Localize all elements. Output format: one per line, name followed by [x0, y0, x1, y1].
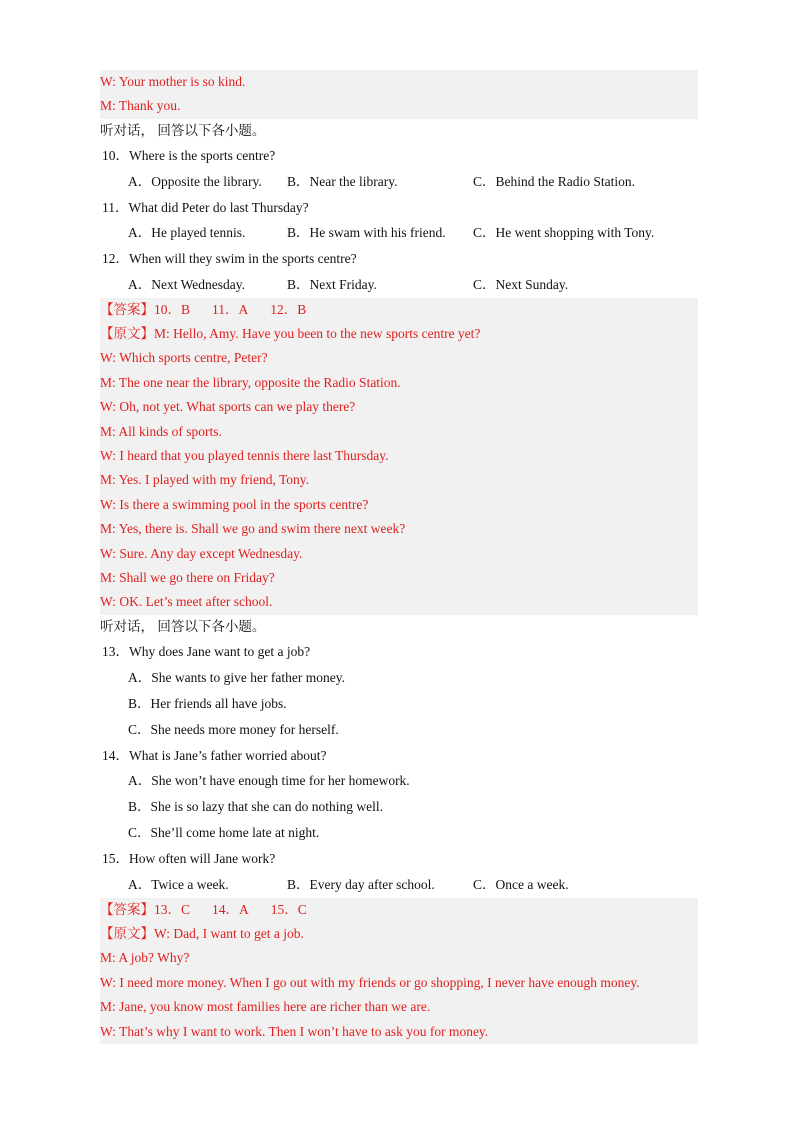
- transcript-line: W: OK. Let’s meet after school.: [100, 594, 273, 610]
- option-b: B．Next Friday.: [287, 276, 377, 292]
- option-a: A．He played tennis.: [128, 225, 246, 241]
- transcript-label: 【原文】: [100, 926, 154, 942]
- transcript-line: M: Hello, Amy. Have you been to the new sports centre yet?: [154, 326, 481, 342]
- question-stem: 10．Where is the sports centre?: [102, 148, 276, 164]
- transcript-line: M: The one near the library, opposite the Radio Station.: [100, 374, 401, 390]
- option-row: [100, 169, 698, 195]
- answer-label: 【答案】: [100, 901, 154, 917]
- transcript-line: W: Your mother is so kind.: [100, 74, 246, 89]
- option-c: C．He went shopping with Tony.: [473, 225, 655, 241]
- transcript-first-line: [100, 922, 698, 946]
- option-a: A．She wants to give her father money.: [128, 669, 345, 685]
- transcript-label: 【原文】: [100, 326, 154, 342]
- page-content: [100, 70, 698, 1044]
- answer-value: 15．C: [270, 901, 307, 917]
- answer-value: 11．A: [212, 301, 249, 317]
- transcript-block-top: [100, 70, 698, 119]
- option-c: C．Behind the Radio Station.: [473, 173, 635, 189]
- option-b: B．He swam with his friend.: [287, 225, 446, 241]
- answer-block: [100, 898, 698, 1044]
- option-row: [100, 872, 698, 898]
- transcript-line: W: Dad, I want to get a job.: [154, 926, 304, 942]
- transcript-line: M: Shall we go there on Friday?: [100, 569, 275, 585]
- transcript-line: M: Jane, you know most families here are richer than we are.: [100, 999, 431, 1015]
- question-stem: 13．Why does Jane want to get a job?: [102, 644, 311, 660]
- transcript-line: M: A job? Why?: [100, 950, 190, 966]
- option-c: C．Next Sunday.: [473, 276, 569, 292]
- transcript-line: W: I need more money. When I go out with my friends or go shopping, I never have enough money.: [100, 974, 640, 990]
- answer-line: [100, 298, 698, 322]
- question-stem: 12．When will they swim in the sports centre?: [102, 251, 357, 267]
- option-row: [100, 272, 698, 298]
- answer-value: 12．B: [270, 301, 307, 317]
- option-b: B．Her friends all have jobs.: [128, 695, 287, 711]
- answer-line: [100, 898, 698, 922]
- transcript-line: W: Sure. Any day except Wednesday.: [100, 545, 303, 561]
- answer-value: 13．C: [154, 901, 191, 917]
- answer-block: [100, 298, 698, 615]
- option-b: B．Near the library.: [287, 173, 398, 189]
- option-a: A．Next Wednesday.: [128, 276, 246, 292]
- option-c: C．Once a week.: [473, 876, 569, 892]
- section-instruction: 听对话， 回答以下各小题。: [100, 618, 266, 634]
- transcript-line: W: Which sports centre, Peter?: [100, 350, 268, 366]
- option-b: B．Every day after school.: [287, 876, 435, 892]
- option-a: A．She won’t have enough time for her homework.: [128, 773, 410, 789]
- transcript-line: W: Is there a swimming pool in the sports centre?: [100, 496, 369, 512]
- question-stem: 15．How often will Jane work?: [102, 851, 276, 867]
- transcript-line: M: Yes, there is. Shall we go and swim there next week?: [100, 521, 406, 537]
- transcript-line: M: Thank you.: [100, 98, 181, 114]
- transcript-line: W: Oh, not yet. What sports can we play there?: [100, 399, 356, 415]
- section-instruction: 听对话， 回答以下各小题。: [100, 122, 266, 138]
- transcript-line: M: Yes. I played with my friend, Tony.: [100, 472, 310, 488]
- transcript-line: W: That’s why I want to work. Then I won’t have to ask you for money.: [100, 1023, 489, 1039]
- answer-value: 14．A: [212, 901, 249, 917]
- question-stem: 11．What did Peter do last Thursday?: [102, 199, 309, 215]
- option-row: [100, 220, 698, 246]
- transcript-first-line: [100, 322, 698, 346]
- transcript-line: M: All kinds of sports.: [100, 423, 222, 439]
- question-stem: 14．What is Jane’s father worried about?: [102, 747, 327, 763]
- option-c: C．She’ll come home late at night.: [128, 825, 320, 841]
- transcript-line: W: I heard that you played tennis there last Thursday.: [100, 448, 389, 464]
- option-b: B．She is so lazy that she can do nothing well.: [128, 799, 383, 815]
- option-c: C．She needs more money for herself.: [128, 721, 339, 737]
- option-a: A．Twice a week.: [128, 876, 229, 892]
- option-a: A．Opposite the library.: [128, 173, 262, 189]
- answer-value: 10．B: [154, 301, 191, 317]
- answer-label: 【答案】: [100, 301, 154, 317]
